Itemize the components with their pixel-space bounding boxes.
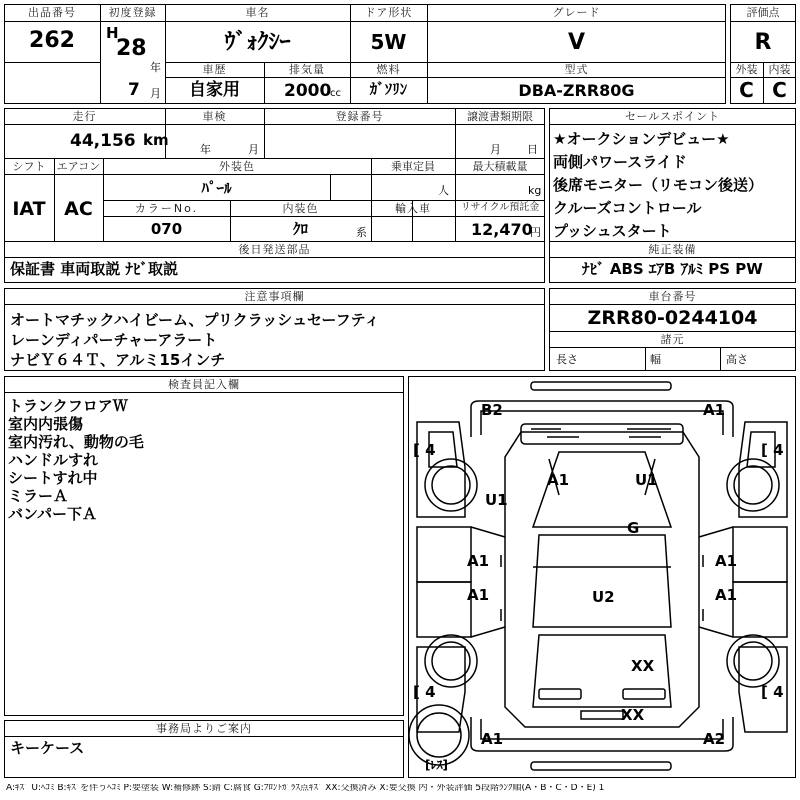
inspector-line: バンパー下Ａ: [8, 505, 97, 523]
sent-later-label: 後日発送部品: [238, 243, 311, 256]
note-line: ナビＹ６４Ｔ、アルミ15インチ: [10, 351, 226, 369]
model-label: 型式: [564, 63, 589, 76]
car-diagram: [408, 376, 796, 778]
damage-mark: G: [627, 519, 640, 537]
damage-mark: A1: [481, 730, 504, 748]
sales-points-label: セールスポイント: [624, 110, 720, 123]
displacement: 2000: [284, 81, 332, 101]
damage-mark: U2: [592, 588, 615, 606]
door: 5W: [370, 30, 407, 54]
sales-point-line: クルーズコントロール: [553, 199, 702, 217]
damage-mark: A1: [547, 471, 570, 489]
inspector-line: トランクフロアＷ: [8, 397, 128, 415]
history-label: 車歴: [202, 63, 227, 76]
shift-label: シフト: [12, 160, 46, 173]
month-unit: 月: [150, 87, 161, 100]
grade-label: グレード: [552, 6, 601, 19]
inspector-line: ミラーＡ: [8, 487, 69, 505]
capacity-unit: 人: [438, 184, 449, 197]
interior-label: 内装: [768, 63, 791, 76]
recycle-fee: 12,470: [471, 220, 533, 239]
shift: IAT: [12, 198, 46, 220]
chassis-number: ZRR80-0244104: [587, 307, 758, 329]
sales-point-line: ★オークションデビュー★: [553, 130, 730, 148]
exterior-label: 外装: [735, 63, 758, 76]
note-line: オートマチックハイビーム、プリクラッシュセーフティ: [10, 311, 380, 329]
sales-point-line: 両側パワースライド: [553, 153, 687, 171]
width-label: 幅: [650, 353, 661, 366]
inspector-line: 室内内張傷: [8, 415, 84, 433]
lot-no-label: 出品番号: [28, 6, 76, 19]
damage-mark: A1: [467, 586, 490, 604]
length-label: 長さ: [556, 353, 578, 366]
km-unit: km: [143, 131, 169, 149]
tire-label-rl: [ 4: [413, 683, 436, 701]
color-no: 070: [150, 220, 183, 238]
legend: A:ｷｽﾞ U:ﾍｺﾐ B:ｷｽﾞを伴うﾍｺﾐ P:要塗装 W:補修跡 S:錆 C:腐食 G:ﾌﾛﾝﾄｶﾞﾗｽ点ｷｽﾞ XX:交換済み X:要交換 内・外装評価 5段階ﾗﾝｸ順(A・B・C・D・E) 1: [6, 784, 605, 793]
reg-month: 7: [128, 80, 140, 100]
fuel-label: 燃料: [376, 63, 401, 76]
office-label: 事務局よりご案内: [156, 722, 252, 735]
year-unit: 年: [150, 61, 161, 74]
color: ﾊﾟｰﾙ: [201, 179, 232, 197]
recycle-label: リサイクル預託金: [460, 202, 540, 213]
damage-mark: A1: [715, 586, 738, 604]
ac: AC: [64, 198, 93, 220]
color-label: 外装色: [219, 160, 255, 173]
era: H: [106, 24, 119, 42]
damage-mark: A1: [715, 552, 738, 570]
damage-mark: U1: [485, 491, 508, 509]
color-no-label: カラーNo.: [134, 202, 199, 215]
notes-label: 注意事項欄: [244, 290, 305, 303]
import-label: 輸入車: [395, 202, 431, 215]
car-outline: [409, 377, 795, 777]
transfer-label: 譲渡書類期限: [467, 110, 533, 123]
transfer-day-unit: 日: [527, 143, 538, 156]
grade: V: [567, 30, 586, 55]
reg-year: 28: [116, 36, 147, 61]
mileage-label: 走行: [72, 110, 97, 123]
first-reg-label: 初度登録: [108, 6, 157, 19]
score-label: 評価点: [746, 6, 780, 19]
int-color-unit: 系: [356, 226, 367, 239]
sent-later: 保証書 車両取説 ﾅﾋﾞ取説: [10, 260, 178, 278]
tire-label-rr: [ 4: [761, 683, 784, 701]
spare-label: [ﾚｽ]: [425, 758, 448, 772]
inspector-line: シートすれ中: [8, 469, 98, 487]
exterior-grade: C: [739, 78, 754, 102]
displacement-label: 排気量: [289, 63, 325, 76]
ac-label: エアコン: [56, 160, 101, 173]
mileage: 44,156: [70, 131, 136, 151]
int-color-label: 内装色: [282, 202, 319, 215]
capacity-label: 乗車定員: [391, 160, 435, 173]
damage-mark: XX: [621, 706, 645, 724]
car-name-label: 車名: [245, 6, 270, 19]
load-label: 最大積載量: [472, 160, 528, 173]
score: R: [754, 30, 772, 55]
sales-point-line: 後席モニター（リモコン後送）: [553, 176, 764, 194]
model: DBA-ZRR80G: [518, 81, 635, 100]
cc-unit: cc: [330, 88, 341, 99]
inspector-line: ハンドルすれ: [8, 451, 99, 469]
sales-points-list: [553, 128, 763, 243]
door-label: ドア形状: [364, 6, 413, 19]
load-unit: kg: [528, 184, 542, 197]
transfer-month-unit: 月: [490, 143, 501, 156]
inspection-year-unit: 年: [200, 143, 211, 156]
equipment-label: 純正装備: [648, 243, 697, 256]
height-label: 高さ: [726, 353, 748, 366]
damage-mark: A1: [703, 401, 726, 419]
damage-mark: B2: [481, 401, 503, 419]
note-line: レーンディパーチャーアラート: [10, 331, 218, 349]
inspection-label: 車検: [202, 110, 227, 123]
recycle-unit: 円: [530, 226, 541, 239]
chassis-label: 車台番号: [648, 290, 697, 303]
inspection-month-unit: 月: [248, 143, 259, 156]
inspector-list: [8, 395, 144, 521]
fuel: ｶﾞｿﾘﾝ: [369, 80, 408, 98]
damage-mark: A1: [467, 552, 490, 570]
history: 自家用: [189, 80, 240, 100]
damage-mark: U1: [635, 471, 658, 489]
car-name: ｳﾞｫｸｼｰ: [224, 30, 291, 55]
damage-mark: A2: [703, 730, 726, 748]
tire-label-fr: [ 4: [761, 441, 784, 459]
notes-list: [10, 309, 379, 369]
dims-label: 諸元: [660, 333, 685, 346]
lot-no: 262: [29, 28, 75, 53]
inspector-line: 室内汚れ、動物の毛: [8, 433, 144, 451]
office-note: キーケース: [10, 739, 85, 757]
int-color: ｸﾛ: [292, 220, 308, 238]
registration-label: 登録番号: [335, 110, 384, 123]
inspector-label: 検査員記入欄: [168, 378, 240, 391]
tire-label-fl: [ 4: [413, 441, 436, 459]
interior-grade: C: [772, 78, 787, 102]
damage-mark: XX: [631, 657, 655, 675]
sales-point-line: プッシュスタート: [553, 222, 672, 240]
equipment: ﾅﾋﾞ ABS ｴｱB ｱﾙﾐ PS PW: [582, 260, 763, 278]
